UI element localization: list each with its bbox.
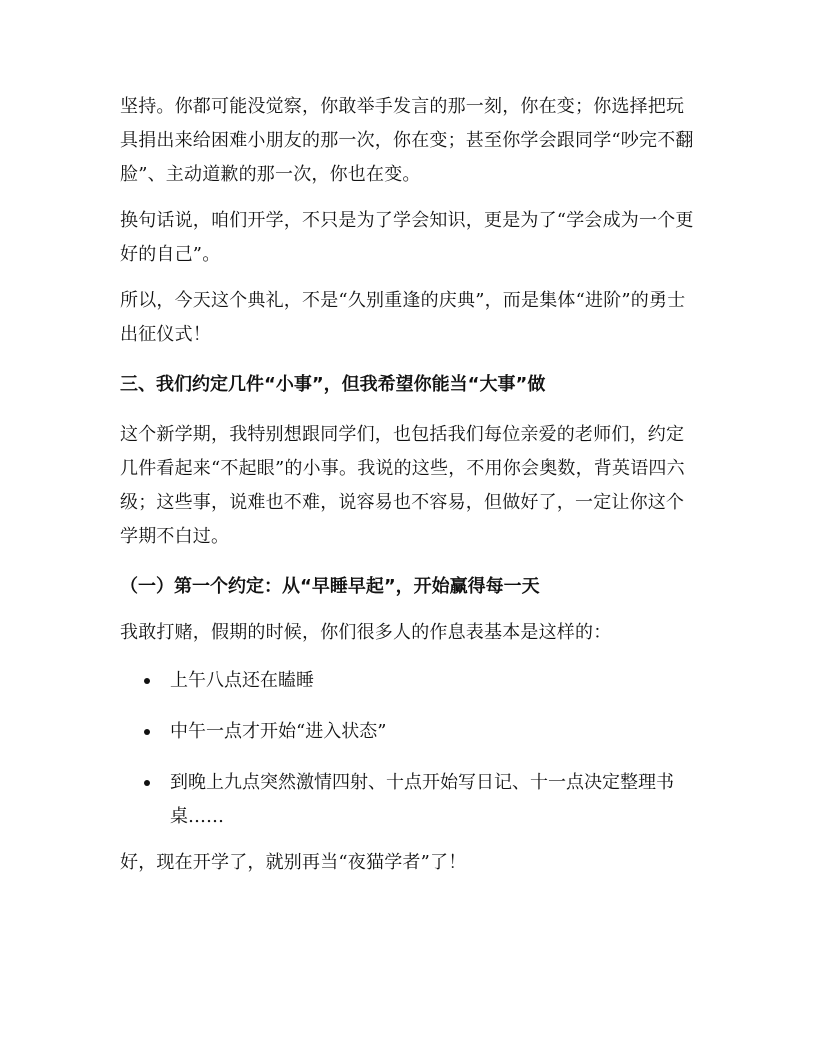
section-heading: 三、我们约定几件“小事”，但我希望你能当“大事”做 <box>120 374 546 395</box>
bullet-icon <box>144 678 150 684</box>
paragraph-ceremony: 所以，今天这个典礼，不是“久别重逢的庆典”，而是集体“进阶”的勇士出征仪式！ <box>120 290 686 345</box>
paragraph-schedule-intro: 我敢打赌，假期的时候，你们很多人的作息表基本是这样的： <box>120 622 612 643</box>
paragraph-closing: 好，现在开学了，就别再当“夜猫学者”了！ <box>120 852 467 873</box>
paragraph-agreements: 这个新学期，我特别想跟同学们，也包括我们每位亲爱的老师们，约定几件看起来“不起眼”的小事。我说的这些，不用你会奥数，背英语四六级；这些事，说难也不难，说容易也不容易，但做好了，一定让你这个学期不白过。 <box>120 424 685 547</box>
list-item <box>120 715 700 749</box>
schedule-list <box>120 664 700 834</box>
document-page <box>120 90 700 880</box>
paragraph-persistence: 坚持。你都可能没觉察，你敢举手发言的那一刻，你在变；你选择把玩具捐出来给困难小朋友的那一次，你在变；甚至你学会跟同学“吵完不翻脸”、主动道歉的那一次，你也在变。 <box>120 96 694 185</box>
subsection-heading: （一）第一个约定：从“早睡早起”，开始赢得每一天 <box>120 576 540 597</box>
bullet-icon <box>144 780 150 786</box>
list-item-text: 中午一点才开始“进入状态” <box>170 721 387 742</box>
list-item <box>120 766 700 834</box>
paragraph-purpose: 换句话说，咱们开学，不只是为了学会知识，更是为了“学会成为一个更好的自己”。 <box>120 210 694 265</box>
list-item-text: 到晚上九点突然激情四射、十点开始写日记、十一点决定整理书桌…… <box>170 772 674 827</box>
list-item <box>120 664 700 698</box>
bullet-icon <box>144 729 150 735</box>
list-item-text: 上午八点还在瞌睡 <box>170 670 314 691</box>
